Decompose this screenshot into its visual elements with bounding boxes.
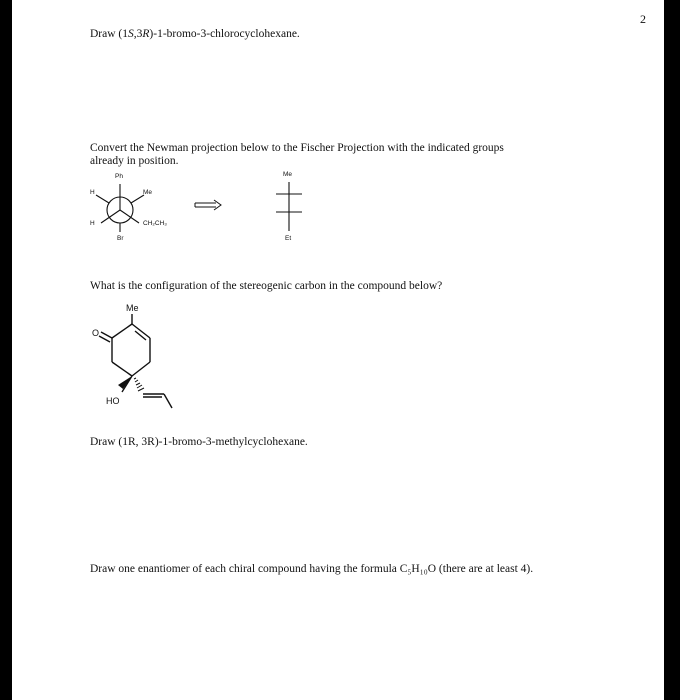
- newman-lower-right-label: CH₂CH₃: [143, 220, 167, 227]
- page-number: 2: [640, 12, 646, 26]
- newman-fischer-figure: [12, 168, 664, 248]
- newman-bottom-label: Br: [117, 235, 124, 242]
- conversion-arrow: [195, 200, 221, 210]
- q1-mid: ,3: [133, 28, 143, 40]
- fischer-top-label: Me: [283, 171, 293, 178]
- hashed-bond: [134, 378, 144, 391]
- question-4: Draw (1R, 3R)-1-bromo-3-methylcyclohexane.: [90, 436, 308, 448]
- q1-s-label: S: [128, 28, 134, 40]
- question-5: Draw one enantiomer of each chiral compound having the formula C₅H₁₀O (there are at least 4).: [90, 563, 534, 575]
- question-1: [90, 28, 300, 41]
- newman-top-label: Ph: [115, 173, 123, 180]
- molecule-hydroxyl-label: HO: [106, 396, 120, 406]
- molecule-figure: [12, 300, 664, 420]
- question-3: What is the configuration of the stereogenic carbon in the compound below?: [90, 280, 443, 292]
- question-2-line-2: already in position.: [90, 155, 179, 167]
- q1-r-label: R: [142, 28, 150, 40]
- molecule-methyl-label: Me: [126, 303, 139, 313]
- q1-prefix: Draw (1: [90, 28, 128, 40]
- newman-projection: [96, 184, 144, 232]
- q1-suffix: )-1-bromo-3-chlorocyclohexane.: [149, 28, 300, 40]
- newman-upper-left-label: H: [90, 189, 95, 196]
- fischer-bottom-label: Et: [285, 235, 292, 242]
- newman-lower-left-label: H: [90, 220, 95, 227]
- fischer-projection: [276, 182, 302, 231]
- cyclohexenone-ring: [99, 314, 172, 408]
- molecule-oxygen-label: O: [92, 328, 100, 338]
- newman-upper-right-label: Me: [143, 189, 153, 196]
- question-2-line-1: Convert the Newman projection below to the Fischer Projection with the indicated groups: [90, 142, 504, 154]
- document-page: [12, 0, 664, 700]
